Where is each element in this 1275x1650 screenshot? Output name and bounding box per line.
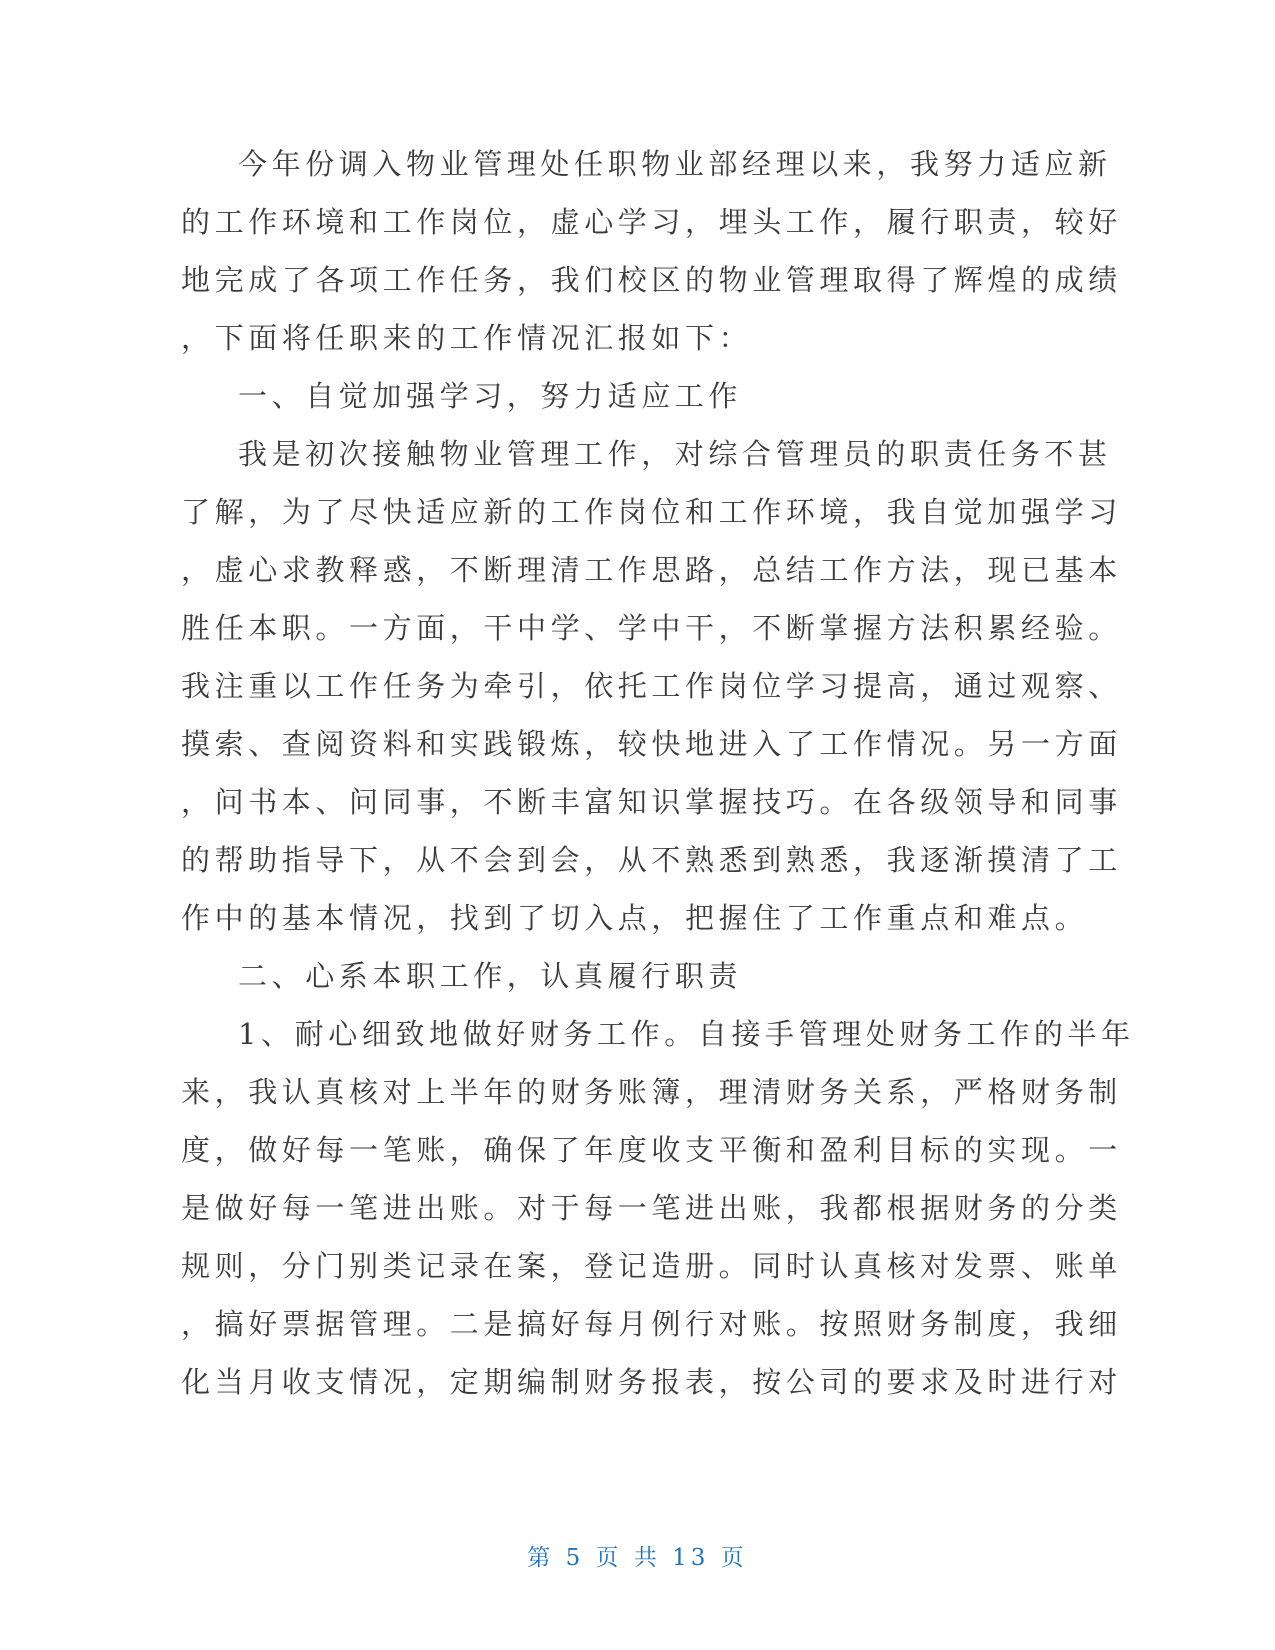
paragraph-line: 规则，分门别类记录在案，登记造册。同时认真核对发票、账单 [181, 1249, 1122, 1283]
paragraph-line: 化当月收支情况，定期编制财务报表，按公司的要求及时进行对 [181, 1365, 1122, 1399]
paragraph-line: 来，我认真核对上半年的财务账簿，理清财务关系，严格财务制 [181, 1075, 1122, 1109]
paragraph-line: 今年份调入物业管理处任职物业部经理以来，我努力适应新 [238, 147, 1112, 181]
paragraph-line: 我注重以工作任务为牵引，依托工作岗位学习提高，通过观察、 [181, 669, 1122, 703]
paragraph-line: 地完成了各项工作任务，我们校区的物业管理取得了辉煌的成绩 [181, 263, 1122, 297]
section-heading: 一、自觉加强学习，努力适应工作 [238, 379, 743, 413]
page-number-footer: 第 5 页 共 13 页 [527, 1545, 748, 1571]
paragraph-line: 度，做好每一笔账，确保了年度收支平衡和盈利目标的实现。一 [181, 1133, 1122, 1167]
paragraph-line: 是做好每一笔进出账。对于每一笔进出账，我都根据财务的分类 [181, 1191, 1122, 1225]
paragraph-line: 摸索、查阅资料和实践锻炼，较快地进入了工作情况。另一方面 [181, 727, 1122, 761]
paragraph-line: 胜任本职。一方面，干中学、学中干，不断掌握方法积累经验。 [181, 611, 1122, 645]
paragraph-line: ，搞好票据管理。二是搞好每月例行对账。按照财务制度，我细 [181, 1307, 1122, 1341]
paragraph-line: 的工作环境和工作岗位，虚心学习，埋头工作，履行职责，较好 [181, 205, 1122, 239]
paragraph-line: ，问书本、问同事，不断丰富知识掌握技巧。在各级领导和同事 [181, 785, 1122, 819]
paragraph-line: 我是初次接触物业管理工作，对综合管理员的职责任务不甚 [238, 437, 1112, 471]
paragraph-line: ，虚心求教释惑，不断理清工作思路，总结工作方法，现已基本 [181, 553, 1122, 587]
paragraph-line: ，下面将任职来的工作情况汇报如下： [181, 321, 753, 355]
paragraph-line: 1、耐心细致地做好财务工作。自接手管理处财务工作的半年 [238, 1017, 1135, 1051]
paragraph-line: 了解，为了尽快适应新的工作岗位和工作环境，我自觉加强学习 [181, 495, 1122, 529]
section-heading: 二、心系本职工作，认真履行职责 [238, 959, 743, 993]
paragraph-line: 的帮助指导下，从不会到会，从不熟悉到熟悉，我逐渐摸清了工 [181, 843, 1122, 877]
paragraph-line: 作中的基本情况，找到了切入点，把握住了工作重点和难点。 [181, 901, 1089, 935]
